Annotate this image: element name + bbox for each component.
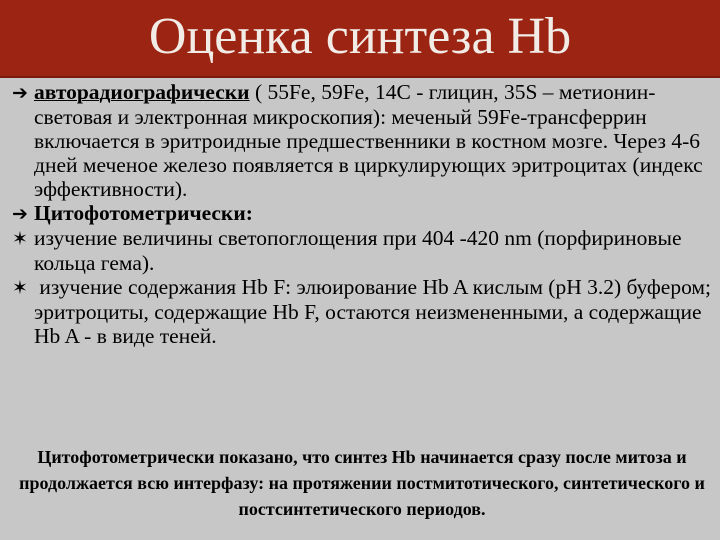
cytophotometry-heading-line	[12, 201, 712, 226]
conclusion-text: Цитофотометрически показано, что синтез Hb начинается сразу после митоза и продолжается всю интерфазу: на протяжении постмитотического, синтетического и постсинтетического периодов.	[19, 447, 705, 519]
absorption-text: изучение величины светопоглощения при 404 -420 nm (порфириновые кольца гема).	[34, 226, 682, 275]
autoradiography-heading: авторадиографически	[34, 80, 250, 104]
arrow-bullet-icon: ➔	[12, 203, 28, 225]
hbf-text: изучение содержания Hb F: элюирование Hb A кислым (pH 3.2) буфером; эритроциты, содержащие Hb F, остаются неизмененными, а содержащие Hb A - в виде теней.	[34, 275, 711, 348]
star-bullet-icon: ✶	[12, 277, 28, 299]
star-bullet-icon: ✶	[12, 228, 28, 250]
title-bar	[0, 0, 720, 78]
cytophotometry-heading: Цитофотометрически:	[34, 201, 253, 225]
slide-body	[12, 80, 712, 348]
arrow-bullet-icon: ➔	[12, 82, 28, 104]
autoradiography-paragraph	[12, 80, 712, 201]
autoradiography-text: ( 55Fe, 59Fe, 14С - глицин, 35S – метионин-световая и электронная микроскопия): меченый 59Fe-трансферрин включается в эритроидные предшественники в костном мозге. Через 4-6 дней меченое железо появляется в циркулирующих эритроцитах (индекс эффективности).	[34, 80, 703, 201]
slide-title: Оценка синтеза Hb	[148, 8, 572, 65]
hbf-item	[12, 275, 712, 348]
absorption-item	[12, 226, 712, 275]
